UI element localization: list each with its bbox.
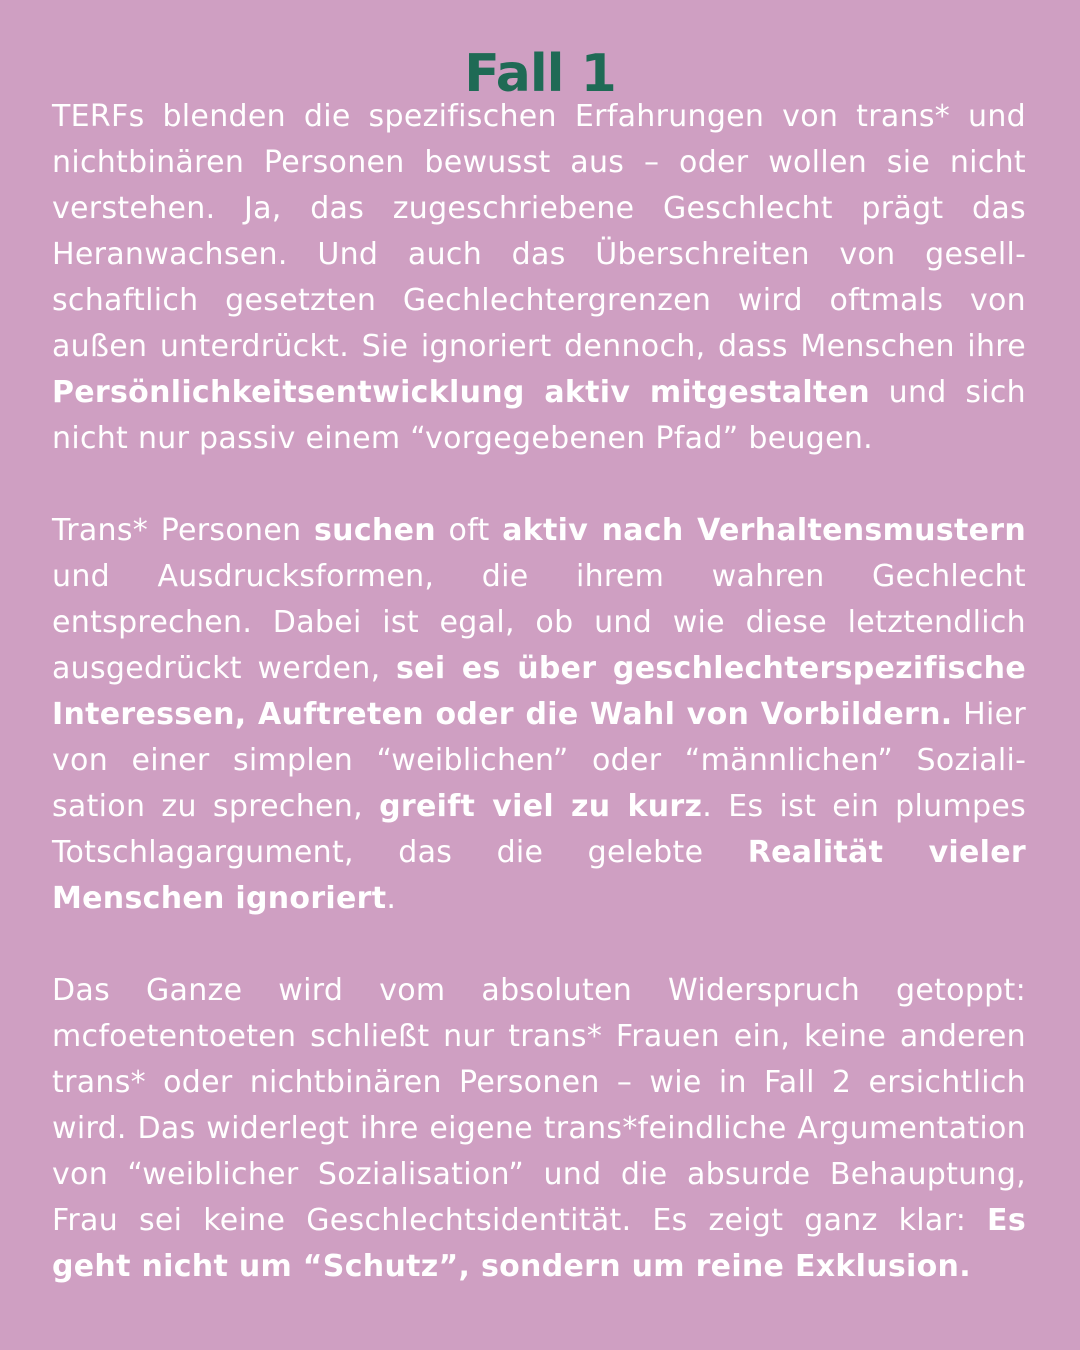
- text-run: Trans* Personen: [52, 513, 315, 548]
- paragraph-2: [52, 508, 1026, 922]
- emphasis-text: aktiv nach Verhaltensmustern: [502, 513, 1026, 548]
- emphasis-text: greift viel zu kurz: [379, 789, 703, 824]
- text-run: TERFs blenden die spezifischen Erfahrungen von trans* und nichtbinären Personen bewusst aus – oder wollen sie nicht verstehen. Ja, das zugeschriebene Geschlecht prägt das Heranwachsen. Und auch das Überschreiten von gesellschaftlich gesetzten Gechlechtergrenzen wird oftmals von außen unterdrückt. Sie ignoriert dennoch, dass Menschen ihre: [52, 99, 1026, 364]
- body-text: [52, 94, 1026, 1290]
- text-run: Hier von einer simplen “weiblichen” oder “männlichen” Sozialisation zu sprechen,: [52, 697, 1026, 824]
- text-run: und Ausdrucksformen, die ihrem wahren Gechlecht entsprechen. Dabei ist egal, ob und wie diese letztendlich ausgedrückt werden,: [52, 559, 1026, 686]
- text-run: und sich nicht nur passiv einem “vorgegebenen Pfad” beugen.: [52, 375, 1026, 456]
- paragraph-3: [52, 968, 1026, 1290]
- text-run: . Es ist ein plumpes Totschlagargument, das die gelebte: [52, 789, 1026, 870]
- page-title: Fall 1: [464, 44, 616, 104]
- emphasis-text: Es geht nicht um “Schutz”, sondern um reine Exklusion.: [52, 1203, 1026, 1284]
- emphasis-text: Persönlichkeitsentwicklung aktiv mitgestalten: [52, 375, 870, 410]
- emphasis-text: Realität vieler Menschen ignoriert: [52, 835, 1026, 916]
- text-run: .: [386, 881, 397, 916]
- emphasis-text: suchen: [314, 513, 436, 548]
- emphasis-text: sei es über geschlechterspezifische Interessen, Auftreten oder die Wahl von Vorbildern.: [52, 651, 1026, 732]
- text-run: Das Ganze wird vom absoluten Widerspruch getoppt: mcfoetentoeten schließt nur trans* Frauen ein, keine anderen trans* oder nichtbinären Personen – wie in Fall 2 ersichtlich wird. Das widerlegt ihre eigene trans*feindliche Argumentation von “weiblicher Sozialisation” und die absurde Behauptung, Frau sei keine Geschlechtsidentität. Es zeigt ganz klar:: [52, 973, 1026, 1238]
- text-run: oft: [435, 513, 503, 548]
- paragraph-1: [52, 94, 1026, 462]
